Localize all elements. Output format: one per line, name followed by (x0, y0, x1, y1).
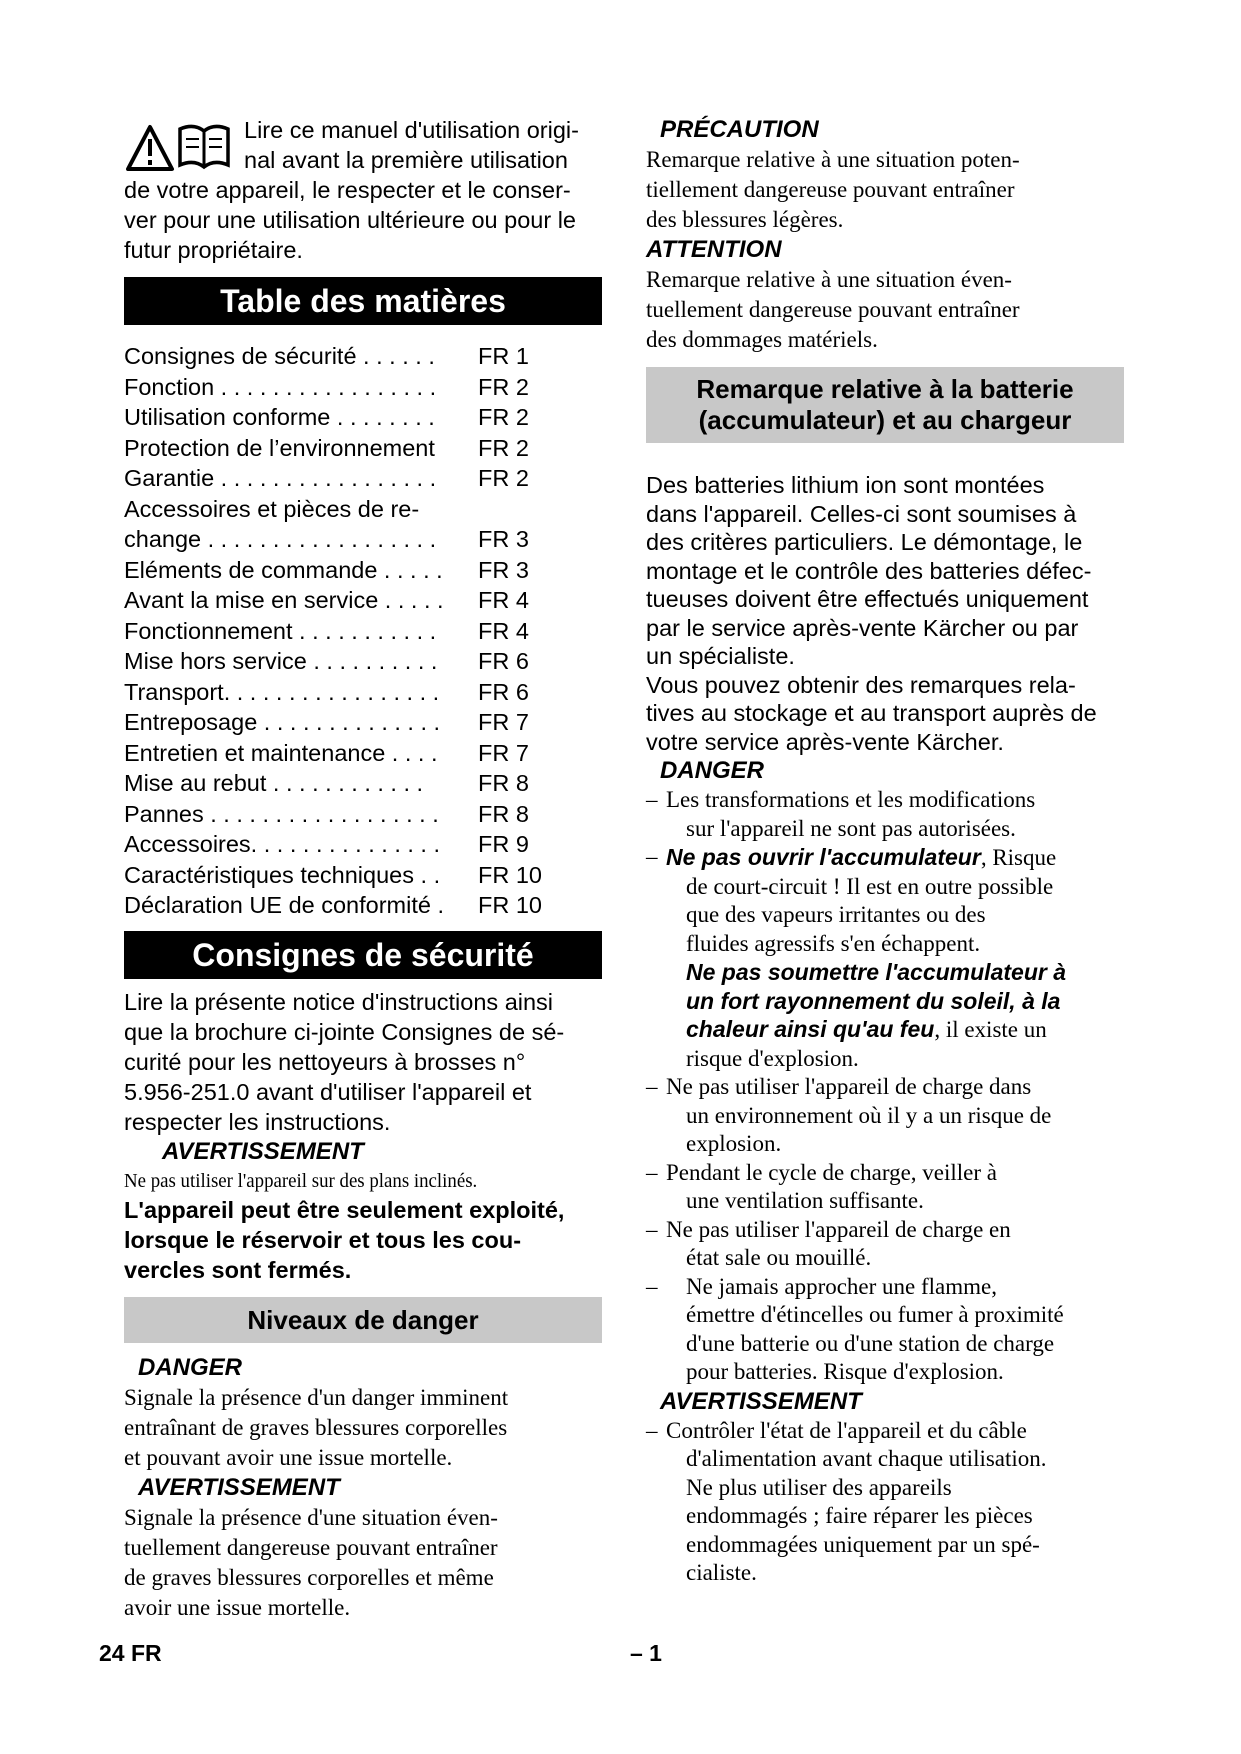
right-column (646, 115, 1131, 1588)
text-line: une ventilation suffisante. (686, 1188, 924, 1213)
text-line: tueuses doivent être effectués uniquement (646, 586, 1089, 612)
text-line: Lire la présente notice d'instructions ainsi (124, 988, 554, 1015)
toc-item[interactable]: Mise au rebut . . . . . . . . . . . . FR 8 (124, 770, 529, 796)
safety-warning-heading: AVERTISSEMENT (162, 1137, 364, 1165)
text-line: vercles sont fermés. (124, 1256, 352, 1283)
intro-block (124, 115, 602, 265)
caution-heading: PRÉCAUTION (660, 116, 819, 143)
safety-paragraph (124, 987, 602, 1137)
dash-bullet: – (646, 1159, 658, 1185)
safety-heading: Consignes de sécurité (124, 931, 602, 979)
text-line: émettre d'étincelles ou fumer à proximité (686, 1302, 1064, 1327)
bullet-item (646, 1273, 1131, 1387)
text-line: Remarque relative à une situation poten- (646, 147, 1020, 172)
safety-warning-text: Ne pas utiliser l'appareil sur des plans inclinés. (124, 1169, 478, 1192)
text-line: par le service après-vente Kärcher ou par (646, 614, 1079, 641)
text-line: montage et le contrôle des batteries défec- (646, 557, 1092, 584)
text-line: des dommages matériels. (646, 327, 878, 352)
toc-item[interactable]: Entreposage . . . . . . . . . . . . . . FR 7 (124, 709, 529, 735)
intro-line: Lire ce manuel d'utilisation origi- (244, 117, 579, 143)
heading-line: (accumulateur) et au chargeur (698, 405, 1072, 435)
warning-text (124, 1503, 602, 1623)
toc-item[interactable]: Entretien et maintenance . . . . FR 7 (124, 739, 529, 766)
text-line: Pendant le cycle de charge, veiller à (666, 1159, 997, 1185)
toc-item[interactable]: Protection de l’environnement FR 2 (124, 434, 529, 461)
intro-line: de votre appareil, le respecter et le conser- (124, 177, 571, 203)
toc-item[interactable]: Déclaration UE de conformité . FR 10 (124, 892, 542, 918)
bullet-item (646, 1159, 1131, 1216)
text-line: lorsque le réservoir et tous les cou- (124, 1226, 522, 1253)
text-line: état sale ou mouillé. (686, 1245, 872, 1270)
text-line: des blessures légères. (646, 207, 844, 232)
toc-heading: Table des matières (124, 277, 602, 325)
text-line: respecter les instructions. (124, 1108, 391, 1135)
battery-heading (646, 367, 1124, 443)
toc-item[interactable]: Fonction . . . . . . . . . . . . . . . . . FR 2 (124, 373, 529, 400)
text-line: Vous pouvez obtenir des remarques rela- (646, 671, 1076, 698)
danger-heading: DANGER (138, 1353, 243, 1381)
text-line: risque d'explosion. (686, 1045, 859, 1071)
text-line: de graves blessures corporelles et même (124, 1564, 494, 1590)
intro-line: ver pour une utilisation ultérieure ou pour le (124, 207, 576, 233)
caution-text (646, 145, 1131, 235)
bullet-item (646, 1417, 1131, 1588)
text-line: L'appareil peut être seulement exploité, (124, 1196, 565, 1223)
bold-text: chaleur ainsi qu'au feu (686, 1016, 935, 1042)
text-span: , il existe un (934, 1017, 1047, 1042)
bullet-item (646, 1073, 1131, 1159)
dash-bullet: – (646, 1074, 658, 1099)
text-line: d'alimentation avant chaque utilisation. (686, 1446, 1047, 1471)
text-line: de court-circuit ! Il est en outre possible (686, 873, 1054, 899)
page-number: – 1 (630, 1640, 662, 1666)
bold-text: un fort rayonnement du soleil, à la (686, 987, 1061, 1014)
text-line: Ne pas utiliser l'appareil de charge dans (666, 1074, 1032, 1099)
text-line: pour batteries. Risque d'explosion. (686, 1359, 1004, 1384)
toc-item[interactable]: Garantie . . . . . . . . . . . . . . . . . FR 2 (124, 465, 529, 491)
intro-line: futur propriétaire. (124, 237, 303, 263)
text-line: cialiste. (686, 1560, 757, 1585)
text-line: Les transformations et les modifications (666, 787, 1036, 812)
dash-bullet: – (646, 1273, 658, 1299)
text-line: que des vapeurs irritantes ou des (686, 902, 986, 927)
text-line: Des batteries lithium ion sont montées (646, 472, 1045, 498)
text-line: Signale la présence d'un danger imminent (124, 1384, 509, 1410)
bullet-item (646, 1216, 1131, 1273)
safety-bold-paragraph (124, 1195, 602, 1285)
toc-item[interactable]: Caractéristiques techniques . . FR 10 (124, 861, 542, 888)
toc-item[interactable]: Mise hors service . . . . . . . . . . FR 6 (124, 648, 529, 674)
text-line: et pouvant avoir une issue mortelle. (124, 1444, 453, 1470)
bold-text: Ne pas soumettre l'accumulateur à (686, 959, 1066, 985)
text-line: d'une batterie ou d'une station de charge (686, 1330, 1055, 1356)
text-line: Signale la présence d'une situation éven- (124, 1504, 498, 1530)
text-line: votre service après-vente Kärcher. (646, 728, 1004, 755)
heading-line: Remarque relative à la batterie (696, 374, 1074, 404)
text-line: Ne plus utiliser des appareils (686, 1474, 952, 1500)
text-line: entraînant de graves blessures corporelles (124, 1414, 508, 1440)
toc-item[interactable]: Pannes . . . . . . . . . . . . . . . . . . FR 8 (124, 800, 529, 827)
text-line: Contrôler l'état de l'appareil et du câble (666, 1417, 1027, 1443)
toc-list (124, 341, 602, 921)
bullet-item (646, 786, 1131, 843)
text-line: Ne jamais approcher une flamme, (686, 1273, 998, 1299)
text-line: sur l'appareil ne sont pas autorisées. (686, 815, 1016, 841)
danger-text (124, 1383, 602, 1473)
toc-item[interactable]: Transport. . . . . . . . . . . . . . . . . FR 6 (124, 678, 529, 705)
text-line: 5.956-251.0 avant d'utiliser l'appareil et (124, 1078, 532, 1105)
text-line: avoir une issue mortelle. (124, 1594, 351, 1620)
text-line: que la brochure ci-jointe Consignes de sé- (124, 1018, 565, 1045)
danger-levels-heading: Niveaux de danger (124, 1297, 602, 1343)
toc-item[interactable]: Avant la mise en service . . . . . FR 4 (124, 587, 529, 613)
toc-item[interactable]: Accessoires et pièces de re- (124, 495, 420, 522)
text-line: endommagées uniquement par un spé- (686, 1531, 1040, 1557)
battery-paragraph (646, 471, 1131, 756)
dash-bullet: – (646, 1216, 658, 1242)
text-line: tiellement dangereuse pouvant entraîner (646, 177, 1015, 202)
dash-bullet: – (646, 787, 658, 812)
text-line: des critères particuliers. Le démontage, le (646, 529, 1083, 555)
text-line: fluides agressifs s'en échappent. (686, 930, 981, 956)
intro-line: nal avant la première utilisation (244, 147, 568, 173)
text-line: Ne pas utiliser l'appareil de charge en (666, 1216, 1011, 1242)
text-span: , Risque (980, 845, 1057, 870)
text-line: tuellement dangereuse pouvant entraîner (646, 297, 1020, 322)
attention-text (646, 265, 1131, 355)
dash-bullet: – (646, 844, 658, 869)
toc-item[interactable]: change . . . . . . . . . . . . . . . . . . FR 3 (124, 526, 529, 552)
toc-item[interactable]: Consignes de sécurité . . . . . . FR 1 (124, 343, 529, 369)
toc-item[interactable]: Fonctionnement . . . . . . . . . . . FR 4 (124, 617, 529, 644)
text-line: curité pour les nettoyeurs à brosses n° (124, 1048, 526, 1075)
text-line: tuellement dangereuse pouvant entraîner (124, 1534, 498, 1560)
text-line: Remarque relative à une situation éven- (646, 267, 1012, 292)
battery-warning-heading: AVERTISSEMENT (660, 1387, 862, 1415)
warning-manual-icon (124, 121, 232, 173)
text-line: explosion. (686, 1131, 782, 1156)
text-line: un spécialiste. (646, 643, 795, 669)
text-line: dans l'appareil. Celles-ci sont soumises à (646, 500, 1077, 527)
bullet-item (646, 843, 1131, 1073)
page-footer-left: 24 FR (99, 1640, 162, 1666)
toc-item[interactable]: Eléments de commande . . . . . FR 3 (124, 556, 529, 583)
left-column (124, 115, 602, 1623)
toc-item[interactable]: Utilisation conforme . . . . . . . . FR 2 (124, 404, 529, 430)
dash-bullet: – (646, 1417, 658, 1443)
text-line: endommagés ; faire réparer les pièces (686, 1503, 1033, 1528)
bold-text: Ne pas ouvrir l'accumulateur (666, 844, 981, 870)
text-line: un environnement où il y a un risque de (686, 1102, 1052, 1128)
toc-item[interactable]: Accessoires. . . . . . . . . . . . . . . FR 9 (124, 831, 529, 857)
text-line: tives au stockage et au transport auprès de (646, 700, 1097, 726)
battery-danger-heading: DANGER (660, 757, 765, 784)
warning-heading: AVERTISSEMENT (138, 1473, 340, 1501)
attention-heading: ATTENTION (646, 236, 782, 263)
